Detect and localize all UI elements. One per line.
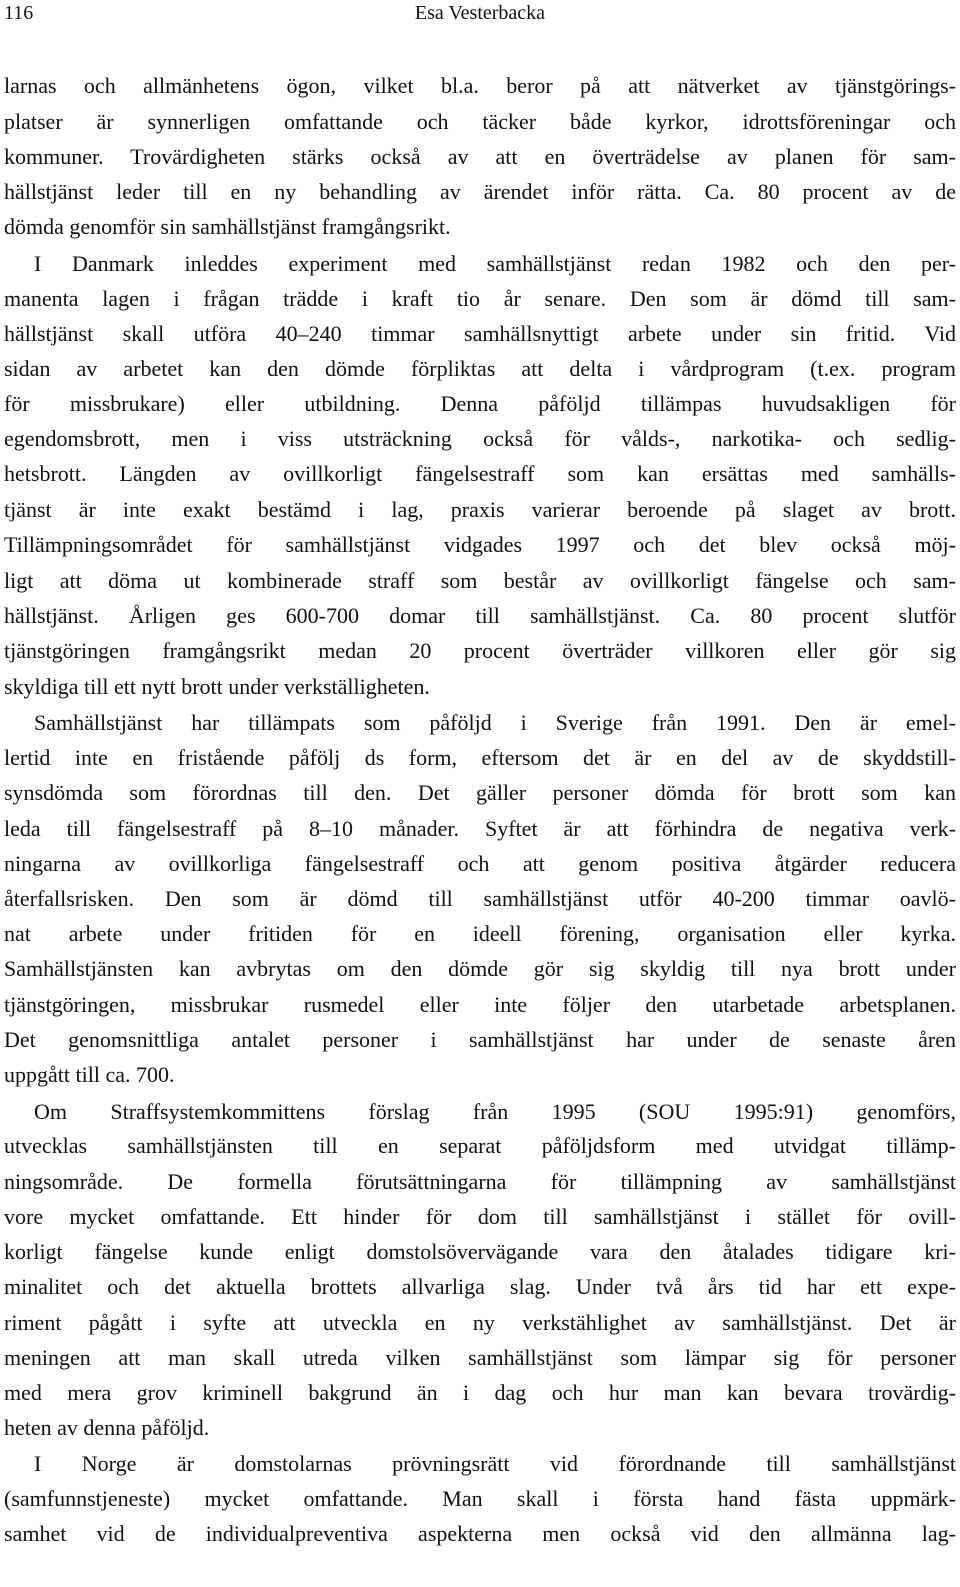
- text-line: hällstjänst. Årligen ges 600-700 domar till samhällstjänst. Ca. 80 procent slutför: [4, 603, 956, 628]
- text-line: (samfunnstjeneste) mycket omfattande. Man skall i första hand fästa uppmärk-: [4, 1486, 956, 1511]
- text-line: minalitet och det aktuella brottets allvarliga slag. Under två års tid har ett expe-: [4, 1274, 956, 1299]
- text-line: med mera grov kriminell bakgrund än i dag och hur man kan bevara trovärdig-: [4, 1380, 956, 1405]
- text-line: hetsbrott. Längden av ovillkorligt fängelsestraff som kan ersättas med samhälls-: [4, 461, 956, 486]
- text-line: tjänst är inte exakt bestämd i lag, praxis varierar beroende på slaget av brott.: [4, 497, 956, 522]
- text-line: Samhällstjänst har tillämpats som påföljd i Sverige från 1991. Den är emel-: [34, 710, 956, 735]
- text-line: egendomsbrott, men i viss utsträckning också för vålds-, narkotika- och sedlig-: [4, 426, 956, 451]
- text-line: kommuner. Trovärdigheten stärks också av att en överträdelse av planen för sam-: [4, 144, 956, 169]
- text-line: platser är synnerligen omfattande och täcker både kyrkor, idrottsföreningar och: [4, 109, 956, 134]
- text-line: skyldiga till ett nytt brott under verkställigheten.: [4, 674, 430, 699]
- text-line: heten av denna påföljd.: [4, 1415, 210, 1440]
- text-line: samhet vid de individualpreventiva aspekterna men också vid den allmänna lag-: [4, 1521, 956, 1546]
- text-line: vore mycket omfattande. Ett hinder för dom till samhällstjänst i stället för ovill-: [4, 1204, 956, 1229]
- text-line: korligt fängelse kunde enligt domstolsövervägande vara den åtalades tidigare kri-: [4, 1239, 956, 1264]
- page-number: 116: [4, 2, 34, 24]
- text-line: hällstjänst skall utföra 40–240 timmar samhällsnyttigt arbete under sin fritid. Vid: [4, 321, 956, 346]
- text-line: lertid inte en fristående påfölj ds form, eftersom det är en del av de skyddstill-: [4, 745, 956, 770]
- text-line: nat arbete under fritiden för en ideell förening, organisation eller kyrka.: [4, 921, 956, 946]
- text-line: utvecklas samhällstjänsten till en separat påföljdsform med utvidgat tillämp-: [4, 1133, 956, 1158]
- text-line: riment pågått i syfte att utveckla en ny verkstählighet av samhällstjänst. Det är: [4, 1310, 956, 1335]
- text-line: larnas och allmänhetens ögon, vilket bl.a. beror på att nätverket av tjänstgörings-: [4, 73, 956, 98]
- page-header: [4, 2, 956, 32]
- text-line: dömda genomför sin samhällstjänst framgångsrikt.: [4, 214, 451, 239]
- text-line: uppgått till ca. 700.: [4, 1062, 175, 1087]
- text-line: hällstjänst leder till en ny behandling av ärendet inför rätta. Ca. 80 procent av de: [4, 179, 956, 204]
- text-line: tjänstgöringen framgångsrikt medan 20 procent överträder villkoren eller gör sig: [4, 638, 956, 663]
- text-line: återfallsrisken. Den som är dömd till samhällstjänst utför 40-200 timmar oavlö-: [4, 886, 956, 911]
- running-head-author: Esa Vesterbacka: [414, 2, 546, 24]
- text-line: Om Straffsystemkommittens förslag från 1995 (SOU 1995:91) genomförs,: [34, 1099, 956, 1124]
- text-line: tjänstgöringen, missbrukar rusmedel eller inte följer den utarbetade arbetsplanen.: [4, 992, 956, 1017]
- text-line: manenta lagen i frågan trädde i kraft tio år senare. Den som är dömd till sam-: [4, 286, 956, 311]
- text-line: Tillämpningsområdet för samhällstjänst vidgades 1997 och det blev också möj-: [4, 532, 956, 557]
- text-line: för missbrukare) eller utbildning. Denna påföljd tillämpas huvudsakligen för: [4, 391, 956, 416]
- text-line: ligt att döma ut kombinerade straff som består av ovillkorligt fängelse och sam-: [4, 568, 956, 593]
- text-line: meningen att man skall utreda vilken samhällstjänst som lämpar sig för personer: [4, 1345, 956, 1370]
- text-line: synsdömda som förordnas till den. Det gäller personer dömda för brott som kan: [4, 780, 956, 805]
- text-line: leda till fängelsestraff på 8–10 månader. Syftet är att förhindra de negativa verk-: [4, 816, 956, 841]
- text-line: sidan av arbetet kan den dömde förpliktas att delta i vårdprogram (t.ex. program: [4, 356, 956, 381]
- text-line: Det genomsnittliga antalet personer i samhällstjänst har under de senaste åren: [4, 1027, 956, 1052]
- text-line: Samhällstjänsten kan avbrytas om den dömde gör sig skyldig till nya brott under: [4, 956, 956, 981]
- text-line: I Danmark inleddes experiment med samhällstjänst redan 1982 och den per-: [34, 251, 956, 276]
- text-line: ningsområde. De formella förutsättningarna för tillämpning av samhällstjänst: [4, 1169, 956, 1194]
- text-line: ningarna av ovillkorliga fängelsestraff och att genom positiva åtgärder reducera: [4, 851, 956, 876]
- text-line: I Norge är domstolarnas prövningsrätt vid förordnande till samhällstjänst: [34, 1451, 956, 1476]
